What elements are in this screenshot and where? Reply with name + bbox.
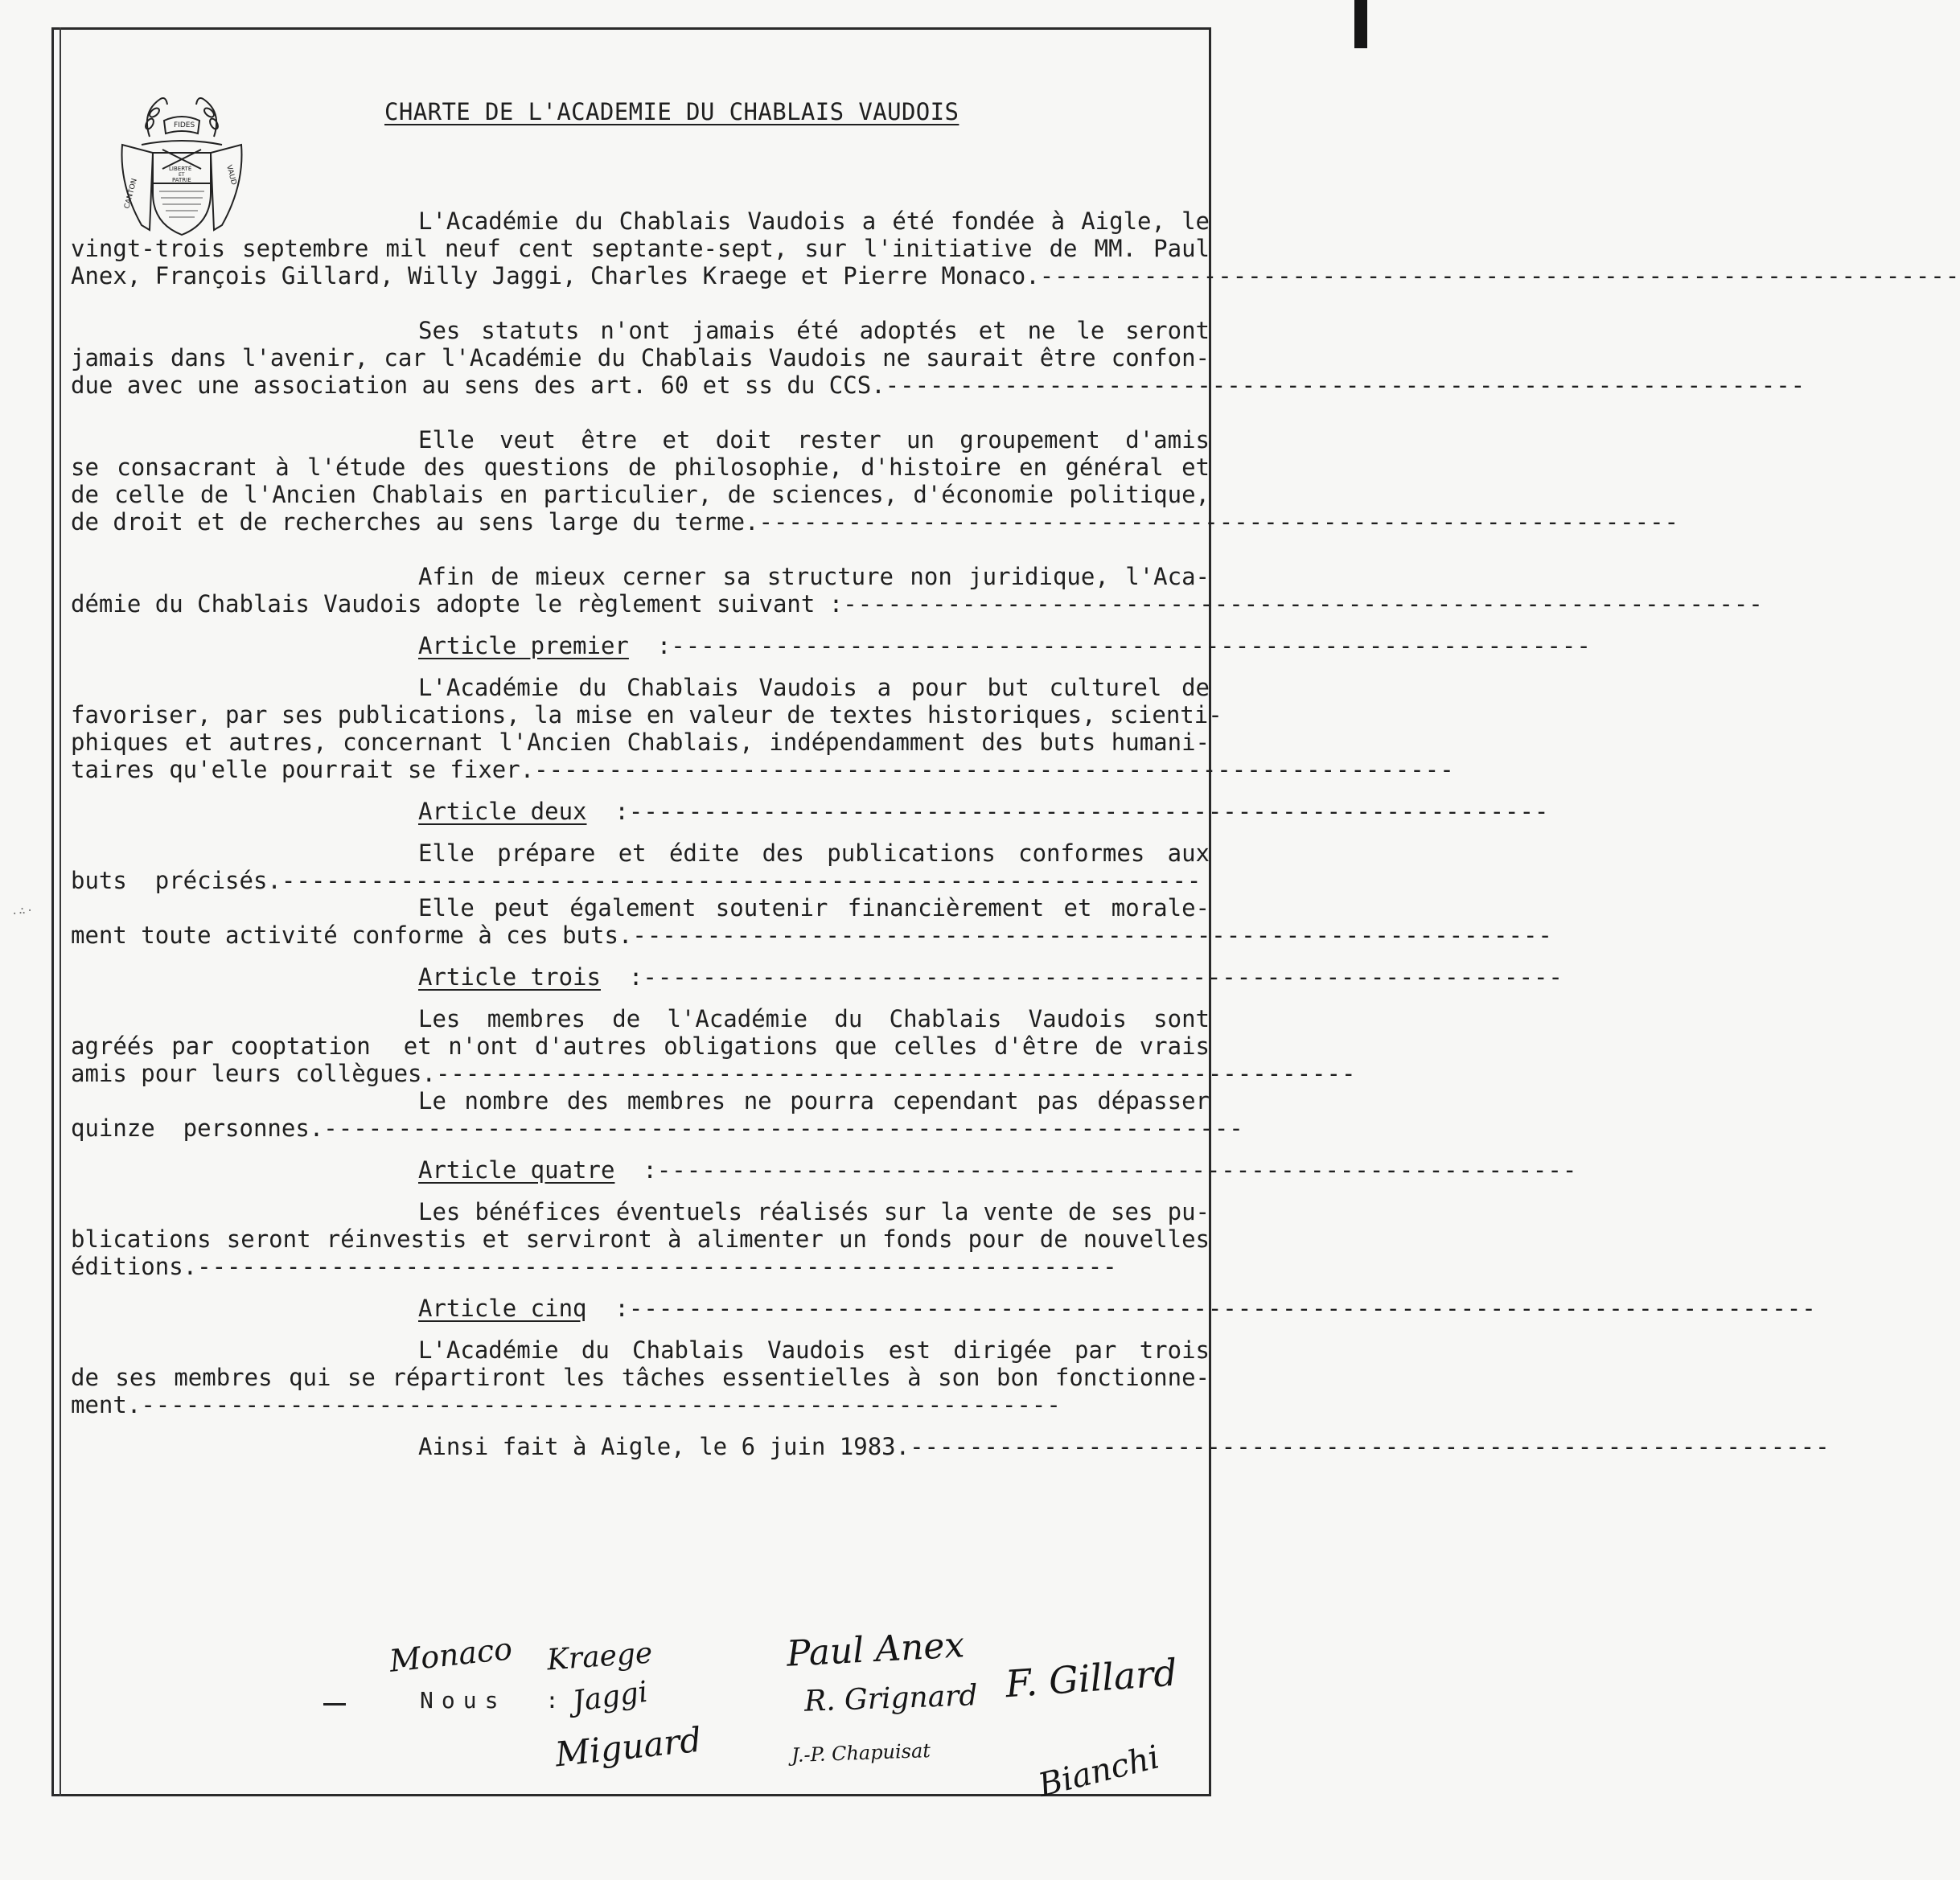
article-heading: Article trois : -------------------------------------------------------------- xyxy=(418,963,1563,991)
text-line: quinze personnes. -------------------------------------------------------------- xyxy=(71,1114,1244,1142)
article-heading: Article quatre : -------------------------------------------------------------- xyxy=(418,1156,1578,1184)
text-line: Le nombre des membres ne pourra cependant pas dépasser xyxy=(418,1087,1210,1114)
dash-filler: -------------------------------------------------------------- xyxy=(671,632,1592,659)
article-heading: Article deux : -------------------------------------------------------------- xyxy=(418,798,1550,825)
text-line: L'Académie du Chablais Vaudois a été fondée à Aigle, le xyxy=(418,207,1210,235)
signature: Paul Anex xyxy=(785,1624,966,1675)
dash-filler: -------------------------------------------------------------- xyxy=(1039,262,1960,289)
text-line: agréés par cooptation et n'ont d'autres obligations que celles d'être de vrais xyxy=(71,1032,1210,1060)
stray-mark: .∴· xyxy=(11,905,35,917)
dash-filler: -------------------------------------------------------------- xyxy=(910,1433,1831,1460)
text-line: Les bénéfices éventuels réalisés sur la vente de ses pu- xyxy=(418,1198,1210,1225)
document-body xyxy=(71,207,1960,1460)
signature: Kraege xyxy=(545,1636,654,1677)
dash-filler: -------------------------------------------------------------- xyxy=(656,1156,1578,1184)
text-line: Elle prépare et édite des publications conformes aux xyxy=(418,839,1210,867)
signatory-colon: : xyxy=(545,1687,559,1714)
dash-filler: -------------------------------------------------------------- xyxy=(141,1391,1062,1418)
text-line: éditions. -------------------------------------------------------------- xyxy=(71,1253,1210,1280)
text-line: démie du Chablais Vaudois adopte le règlement suivant : -------------------------------------------------------------- xyxy=(71,590,1764,618)
crest-liberte-label: LIBERTÉ xyxy=(169,166,192,172)
signature: Bianchi xyxy=(1034,1738,1164,1804)
text-line: Elle veut être et doit rester un groupement d'amis xyxy=(418,426,1210,454)
text-line: buts précisés. -------------------------------------------------------------- xyxy=(71,867,1210,894)
dash-filler: -------------------------------------------------------------- xyxy=(534,756,1455,783)
dash-filler: -------------------------------------------------------------------------------- xyxy=(628,1295,1817,1322)
text-line: Afin de mieux cerner sa structure non juridique, l'Aca- xyxy=(418,563,1210,590)
article-heading: Article premier : -------------------------------------------------------------- xyxy=(418,632,1592,659)
text-line: se consacrant à l'étude des questions de philosophie, d'histoire en général et xyxy=(71,454,1210,481)
signature: Jaggi xyxy=(570,1675,650,1719)
dash-filler: -------------------------------------------------------------- xyxy=(281,867,1202,894)
crest-vaud-label: VAUD xyxy=(224,164,238,187)
text-line: favoriser, par ses publications, la mise en valeur de textes historiques, scienti- xyxy=(71,701,1222,729)
text-line: L'Académie du Chablais Vaudois est dirigée par trois xyxy=(418,1336,1210,1364)
text-line: Les membres de l'Académie du Chablais Vaudois sont xyxy=(418,1005,1210,1032)
text-line: blications seront réinvestis et serviront à alimenter un fonds pour de nouvelles xyxy=(71,1225,1210,1253)
signature: Miguard xyxy=(553,1719,704,1775)
signatory-label: Nous xyxy=(420,1687,507,1714)
text-line: amis pour leurs collègues. -------------------------------------------------------------- xyxy=(71,1060,1357,1087)
text-line: taires qu'elle pourrait se fixer. -------------------------------------------------------------- xyxy=(71,756,1455,783)
document-title: CHARTE DE L'ACADEMIE DU CHABLAIS VAUDOIS xyxy=(384,98,959,125)
signature: J.-P. Chapuisat xyxy=(791,1738,931,1767)
text-line: de celle de l'Ancien Chablais en particulier, de sciences, d'économie politique, xyxy=(71,481,1210,508)
dash-filler: -------------------------------------------------------------- xyxy=(758,508,1680,536)
text-line: ment toute activité conforme à ces buts. -------------------------------------------------------------- xyxy=(71,922,1553,949)
dash-filler: -------------------------------------------------------------- xyxy=(885,371,1806,399)
crest-canton-label: CANTON xyxy=(123,178,139,210)
crest-et-label: ET xyxy=(179,172,185,178)
text-line: Ses statuts n'ont jamais été adoptés et ne le seront xyxy=(418,317,1210,344)
dash-filler: -------------------------------------------------------------- xyxy=(323,1114,1244,1142)
dash-filler: -------------------------------------------------------------- xyxy=(628,798,1550,825)
pen-dash-mark xyxy=(323,1703,346,1706)
text-line: L'Académie du Chablais Vaudois a pour but culturel de xyxy=(418,674,1210,701)
closing-line: Ainsi fait à Aigle, le 6 juin 1983. -------------------------------------------------------------- xyxy=(418,1433,1831,1460)
text-line: de droit et de recherches au sens large du terme. -------------------------------------------------------------- xyxy=(71,508,1680,536)
crest-patrie-label: PATRIE xyxy=(172,177,191,183)
dash-filler: -------------------------------------------------------------- xyxy=(632,922,1553,949)
dash-filler: -------------------------------------------------------------- xyxy=(197,1253,1118,1280)
signature: R. Grignard xyxy=(803,1679,979,1718)
text-line: vingt-trois septembre mil neuf cent septante-sept, sur l'initiative de MM. Paul xyxy=(71,235,1210,262)
text-line: phiques et autres, concernant l'Ancien Chablais, indépendamment des buts humani- xyxy=(71,729,1210,756)
text-line: Anex, François Gillard, Willy Jaggi, Charles Kraege et Pierre Monaco. -------------------------------------------------------------- xyxy=(71,262,1960,289)
signature: Monaco xyxy=(388,1631,514,1679)
text-line: jamais dans l'avenir, car l'Académie du Chablais Vaudois ne saurait être confon- xyxy=(71,344,1210,371)
dash-filler: -------------------------------------------------------------- xyxy=(843,590,1764,618)
text-line: ment. -------------------------------------------------------------- xyxy=(71,1391,1210,1418)
text-line: de ses membres qui se répartiront les tâches essentielles à son bon fonctionne- xyxy=(71,1364,1210,1391)
signature: F. Gillard xyxy=(1004,1650,1179,1706)
page-border-inner-line xyxy=(60,27,61,1796)
text-line: Elle peut également soutenir financièrement et morale- xyxy=(418,894,1210,922)
article-heading: Article cinq : -------------------------------------------------------------------------------- xyxy=(418,1295,1817,1322)
dash-filler: -------------------------------------------------------------- xyxy=(643,963,1563,991)
text-line: due avec une association au sens des art. 60 et ss du CCS. -------------------------------------------------------------- xyxy=(71,371,1806,399)
crest-fides-label: FIDES xyxy=(174,121,195,129)
scan-edge xyxy=(1354,0,1367,48)
dash-filler: -------------------------------------------------------------- xyxy=(435,1060,1357,1087)
